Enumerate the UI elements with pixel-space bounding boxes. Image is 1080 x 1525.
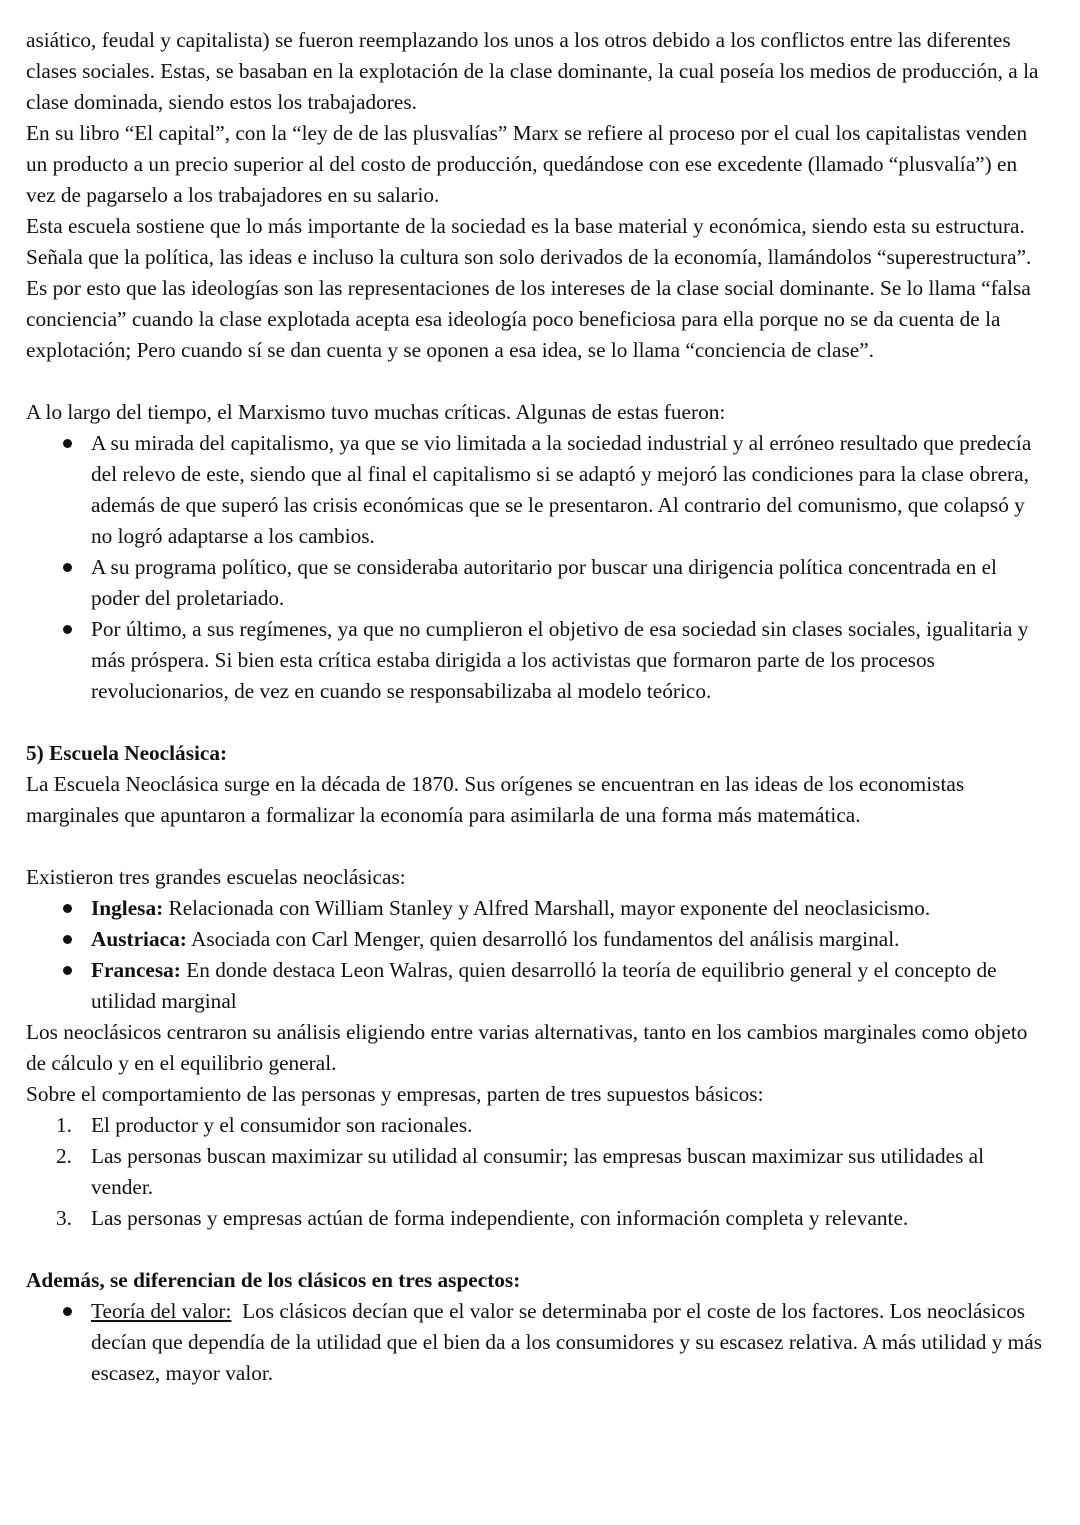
list-item-label: Teoría del valor: [91,1299,232,1323]
supuestos-intro: Sobre el comportamiento de las personas y empresas, parten de tres supuestos básicos: [26,1082,764,1106]
list-item [26,1141,1050,1203]
spacer [26,1234,1050,1265]
list-item-text: Los clásicos decían que el valor se determinaba por el coste de los factores. Los neoclásicos decían que dependía de la utilidad que el bien da a los consumidores y su escasez relativa. A más utilidad y más escasez, mayor valor. [91,1299,1048,1385]
bullet-icon [57,924,77,955]
analisis-paragraph: Los neoclásicos centraron su análisis eligiendo entre varias alternativas, tanto en los cambios marginales como objeto de cálculo y en el equilibrio general. [26,1020,1028,1075]
diferencias-heading: Además, se diferencian de los clásicos en tres aspectos: [26,1268,521,1292]
list-item [26,924,1050,955]
list-item-text: Asociada con Carl Menger, quien desarrolló los fundamentos del análisis marginal. [186,927,900,951]
bullet-icon [57,614,77,645]
bullet-icon [57,552,77,583]
list-item [26,614,1050,707]
list-item-label: Francesa: [91,958,181,982]
list-item-text: Las personas buscan maximizar su utilidad al consumir; las empresas buscan maximizar sus utilidades al vender. [91,1144,985,1199]
list-item [26,552,1050,614]
list-item-text: A su programa político, que se consideraba autoritario por buscar una dirigencia política concentrada en el poder del proletariado. [91,555,997,610]
bullet-icon [57,955,77,986]
paragraph-plusvalia: En su libro “El capital”, con la “ley de de las plusvalías” Marx se refiere al proceso por el cual los capitalistas venden un producto a un precio superior al del costo de producción, quedándose con ese excedente (llamado “plusvalía”) en vez de pagarselo a los trabajadores en su salario. [26,121,1028,207]
list-item-text: En donde destaca Leon Walras, quien desarrolló la teoría de equilibrio general y el concepto de utilidad marginal [91,958,997,1013]
list-item [26,955,1050,1017]
list-number: 3. [56,1206,72,1230]
list-item [26,428,1050,552]
list-number: 1. [56,1113,72,1137]
paragraph-modos-produccion: asiático, feudal y capitalista) se fueron reemplazando los unos a los otros debido a los conflictos entre las diferentes clases sociales. Estas, se basaban en la explotación de la clase dominante, la cual poseía los medios de producción, a la clase dominada, siendo estos los trabajadores. [26,28,1039,114]
criticas-intro: A lo largo del tiempo, el Marxismo tuvo muchas críticas. Algunas de estas fueron: [26,400,726,424]
escuelas-intro: Existieron tres grandes escuelas neoclásicas: [26,865,406,889]
list-item [26,1110,1050,1141]
paragraph-estructura: Esta escuela sostiene que lo más importante de la sociedad es la base material y económica, siendo esta su estructura. Señala que la política, las ideas e incluso la cultura son solo derivados de la economía, llamándolos “superestructura”. Es por esto que las ideologías son las representaciones de los intereses de la clase social dominante. Se lo llama “falsa conciencia” cuando la clase explotada acepta esa ideología poco beneficiosa para ella porque no se da cuenta de la explotación; Pero cuando sí se dan cuenta y se oponen a esa idea, se lo llama “conciencia de clase”. [26,214,1032,362]
list-item-label: Inglesa: [91,896,164,920]
list-item [26,1296,1050,1389]
diferencias-list [26,1296,1050,1389]
list-item-label: Austriaca: [91,927,187,951]
list-item [26,893,1050,924]
list-number: 2. [56,1144,72,1168]
escuelas-list [26,893,1050,1017]
bullet-icon [57,428,77,459]
neoclasica-intro: La Escuela Neoclásica surge en la década de 1870. Sus orígenes se encuentran en las ideas de los economistas marginales que apuntaron a formalizar la economía para asimilarla de una forma más matemática. [26,772,965,827]
supuestos-list [26,1110,1050,1234]
list-item-text: Las personas y empresas actúan de forma independiente, con información completa y relevante. [91,1206,909,1230]
list-item-text: Por último, a sus regímenes, ya que no cumplieron el objetivo de esa sociedad sin clases sociales, igualitaria y más próspera. Si bien esta crítica estaba dirigida a los activistas que formaron parte de los procesos revolucionarios, de vez en cuando se responsabilizaba al modelo teórico. [91,617,1029,703]
section-heading-neoclasica: 5) Escuela Neoclásica: [26,741,228,765]
list-item-text: Relacionada con William Stanley y Alfred Marshall, mayor exponente del neoclasicismo. [163,896,931,920]
bullet-icon [57,893,77,924]
criticas-list [26,428,1050,707]
list-item [26,1203,1050,1234]
spacer [26,707,1050,738]
list-item-text: A su mirada del capitalismo, ya que se vio limitada a la sociedad industrial y al erróneo resultado que predecía del relevo de este, siendo que al final el capitalismo si se adaptó y mejoró las condiciones para la clase obrera, además de que superó las crisis económicas que se le presentaron. Al contrario del comunismo, que colapsó y no logró adaptarse a los cambios. [91,431,1032,548]
list-item-text: El productor y el consumidor son racionales. [91,1113,473,1137]
spacer [26,831,1050,862]
bullet-icon [57,1296,77,1327]
spacer [26,366,1050,397]
